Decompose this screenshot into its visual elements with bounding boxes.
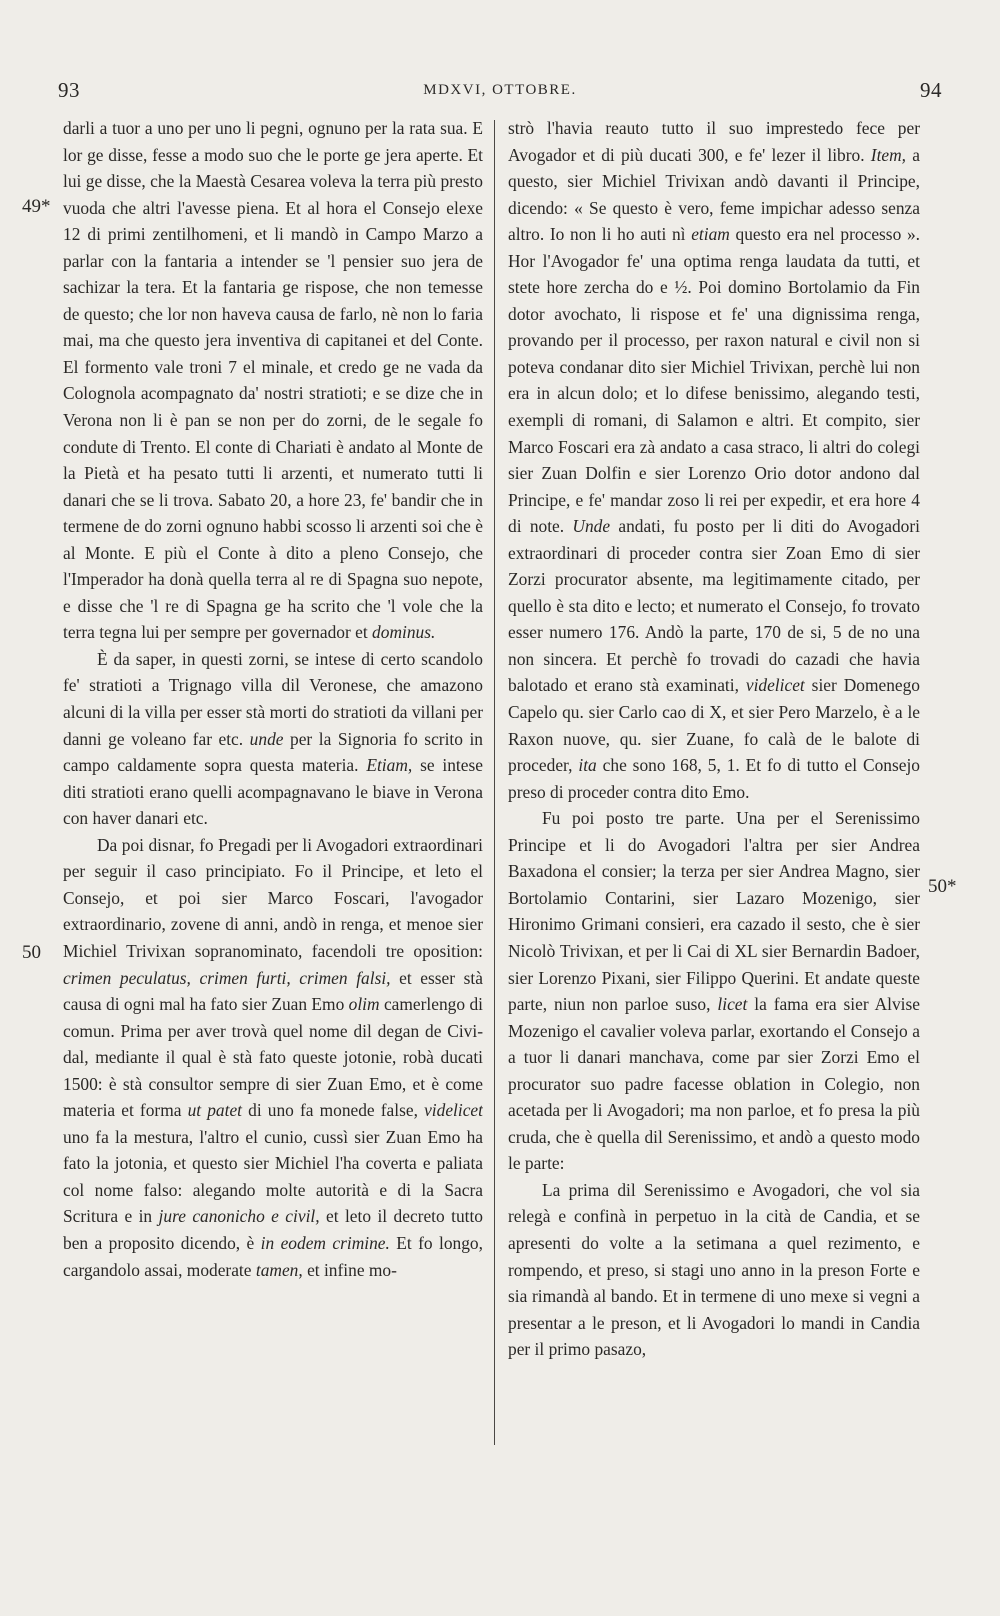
italic-term: tamen,: [255, 1259, 303, 1280]
paragraph: Fu poi posto tre parte. Una per el Serenissimo Principe et li do Avogadori l'altra per sier Andrea Baxadona el consier; la terza per sier Andrea Magno, sier Bortolamio Contarini, sier Lazaro Mozenigo, sier Hironimo Grimani consieri, era cazado il sesto, che è sier Nicolò Trivixan, et per li Cai di XL sier Bernardin Badoer, sier Lorenzo Pixani, sier Filippo Querini. Et andate queste parte, niun non parloe suso, licet la fama era sier Alvise Mozenigo el cavalier voleva parlar, exortando el Consejo a a tuor li danari manchava, come par sier Zorzi Emo el procurator suo padre facesse oblation in Colegio, non acetada per li Avogadori; ma non parloe, et fo presa la più cruda, che è quella dil Serenissimo, et andò a questo modo le parte:: [508, 808, 920, 1174]
italic-term: ita: [578, 755, 597, 776]
italic-term: jure canonicho e civil,: [158, 1206, 320, 1227]
paragraph: strò l'havia reauto tutto il suo imprestedo fece per Avogador et di più ducati 300, e fe' lezer il libro. Item, a questo, sier Michiel Trivixan andò davanti il Principe, dicendo: « Se questo è vero, feme impichar adesso senza altro. Io non li ho auti nì etiam questo era nel processo ». Hor l'Avogador fe' una optima renga laudata da tutti, et stete hore zercha do e ½. Poi domino Bortolamio da Fin dotor avochato, li rispose et fe' una dignissima renga, provando per il processo, per raxon natural e civil non si poteva condanar dito sier Michiel Trivixan, perchè lui non era in alcun dolo; et lo difese benissimo, alegando testi, exempli di romani, di Salamon e altri. Et compito, sier Marco Foscari era zà andato a casa straco, li altri do colegi sier Zuan Dolfin e sier Lorenzo Orio dotor andono dal Principe, e fe' mandar zoso li rei per expedir, et era hore 4 di note. Unde andati, fu posto per li diti do Avogadori extraordinari di proceder contra sier Zoan Emo di sier Zorzi procurator absente, ma legitimamente citado, per quello è sta dito e lecto; et numerato el Consejo, fo trovato esser numero 176. Andò la parte, 170 de si, 5 de no una non sincera. Et perchè fo trovadi do cazadi che havia balotado et erano stà examinati, videlicet sier Domenego Capelo qu. sier Carlo cao di X, et sier Pero Marzelo, è a le Raxon nuove, qu. sier Zuane, fo calà de le balote di proceder, ita che sono 168, 5, 1. Et fo di tutto el Consejo preso di proceder contra dito Emo.: [508, 118, 920, 802]
italic-term: olim: [348, 994, 380, 1015]
running-title: MDXVI, OTTOBRE.: [423, 82, 577, 98]
page-number-right: 94: [920, 78, 942, 102]
running-header: [0, 78, 1000, 108]
italic-term: Unde: [572, 516, 611, 537]
italic-term: licet: [717, 994, 748, 1015]
margin-note-left-1: 49*: [22, 196, 51, 217]
right-column: [508, 115, 920, 1555]
left-column: [63, 115, 483, 1555]
page-number-left: 93: [58, 78, 80, 102]
italic-term: dominus.: [372, 622, 436, 643]
margin-note-left-2: 50: [22, 942, 41, 963]
paragraph: darli a tuor a uno per uno li pegni, ognuno per la rata sua. E lor ge disse, fesse a modo suo che le porte ge jera aperte. Et lui ge disse, che la Maestà Cesarea voleva la terra più presto vuoda che altri l'avesse piena. Et al hora el Consejo elexe 12 di primi zentilhomeni, et li mandò in Campo Marzo a parlar con la fantaria a intender se 'l pensier suo jera de sachizar la tera. Et la fantaria ge rispose, che non temesse de questo; che lor non haveva causa de farlo, nè non lo faria mai, ma che questo jera inventiva di capitanei et del Conte. El formento vale troni 7 el minale, et credo ge ne vada da Colognola acompagnato da' nostri stratioti; e se dize che in Verona non li è pan se non per do zorni, de le segale fo condute di Trento. El conte di Chariati è andato al Monte de la Pietà et ha pesato tutti li arzenti, et numerato tutti li danari che se li trova. Sabato 20, a hore 23, fe' bandir che in termene de do zorni ognuno habbi scosso li arzenti soi che è al Monte. E più el Conte à dito a pleno Consejo, che l'Imperador ha donà quella terra al re di Spagna suo nepote, e disse che 'l re di Spagna ge ha scrito che 'l vole che la terra tegna lui per sempre per governador et dominus.: [63, 118, 483, 643]
italic-term: videlicet: [745, 675, 805, 696]
paragraph: È da saper, in questi zorni, se intese di certo scandolo fe' stratioti a Trignago villa dil Veronese, che amazono alcuni di la villa per esser stà morti do stratioti da villani per danni ge voleano far etc. unde per la Signoria fo scrito in campo caldamente sopra questa materia. Etiam, se intese diti stratioti erano quelli acompagnavano le biave in Verona con haver danari etc.: [63, 648, 483, 829]
column-divider: [494, 120, 495, 1445]
italic-term: unde: [249, 728, 284, 749]
italic-term: Etiam,: [366, 755, 413, 776]
italic-term: crimen peculatus, crimen furti, crimen falsi,: [63, 967, 391, 988]
italic-term: etiam: [691, 224, 730, 245]
margin-note-right-1: 50*: [928, 876, 957, 897]
italic-term: Item,: [870, 144, 907, 165]
italic-term: ut patet: [187, 1100, 242, 1121]
italic-term: in eodem crimine.: [260, 1232, 390, 1253]
paragraph: Da poi disnar, fo Pregadi per li Avogadori extraordinari per seguir il caso principiato. Fo il Principe, et leto el Consejo, et poi sier Marco Foscari, l'avogador extraordinario, zovene di anni, andò in renga, et menoe sier Michiel Trivixan sopranominato, facendoli tre oposition: crimen peculatus, crimen furti, crimen falsi, et esser stà causa di ogni mal ha fato sier Zuan Emo olim camerlengo di comun. Prima per aver trovà quel nome dil degan de Cividal, mediante il qual è stà fato queste jotonie, robà ducati 1500: è stà consultor sempre di sier Zuan Emo, et è come materia et forma ut patet di uno fa monede false, videlicet uno fa la mestura, l'altro el cunio, cussì sier Zuan Emo ha fato la jotonia, et questo sier Michiel l'ha coverta e paliata col nome falso: alegando molte autorità e di la Sacra Scritura e in jure canonicho e civil, et leto il decreto tutto ben a proposito dicendo, è in eodem crimine. Et fo longo, cargandolo assai, moderate tamen, et infine mo-: [63, 834, 483, 1280]
paragraph: La prima dil Serenissimo e Avogadori, che vol sia relegà e confinà in perpetuo in la cità de Candia, et se apresenti do volte a la setimana a quel rezimento, e rompendo, et preso, si stagi uno anno in la preson Forte e sia rimandà al bando. Et in termene di uno mexe si vegni a presentar a le preson, et li Avogadori lo mandi in Candia per il primo pasazo,: [508, 1179, 920, 1360]
italic-term: videlicet: [424, 1100, 483, 1121]
